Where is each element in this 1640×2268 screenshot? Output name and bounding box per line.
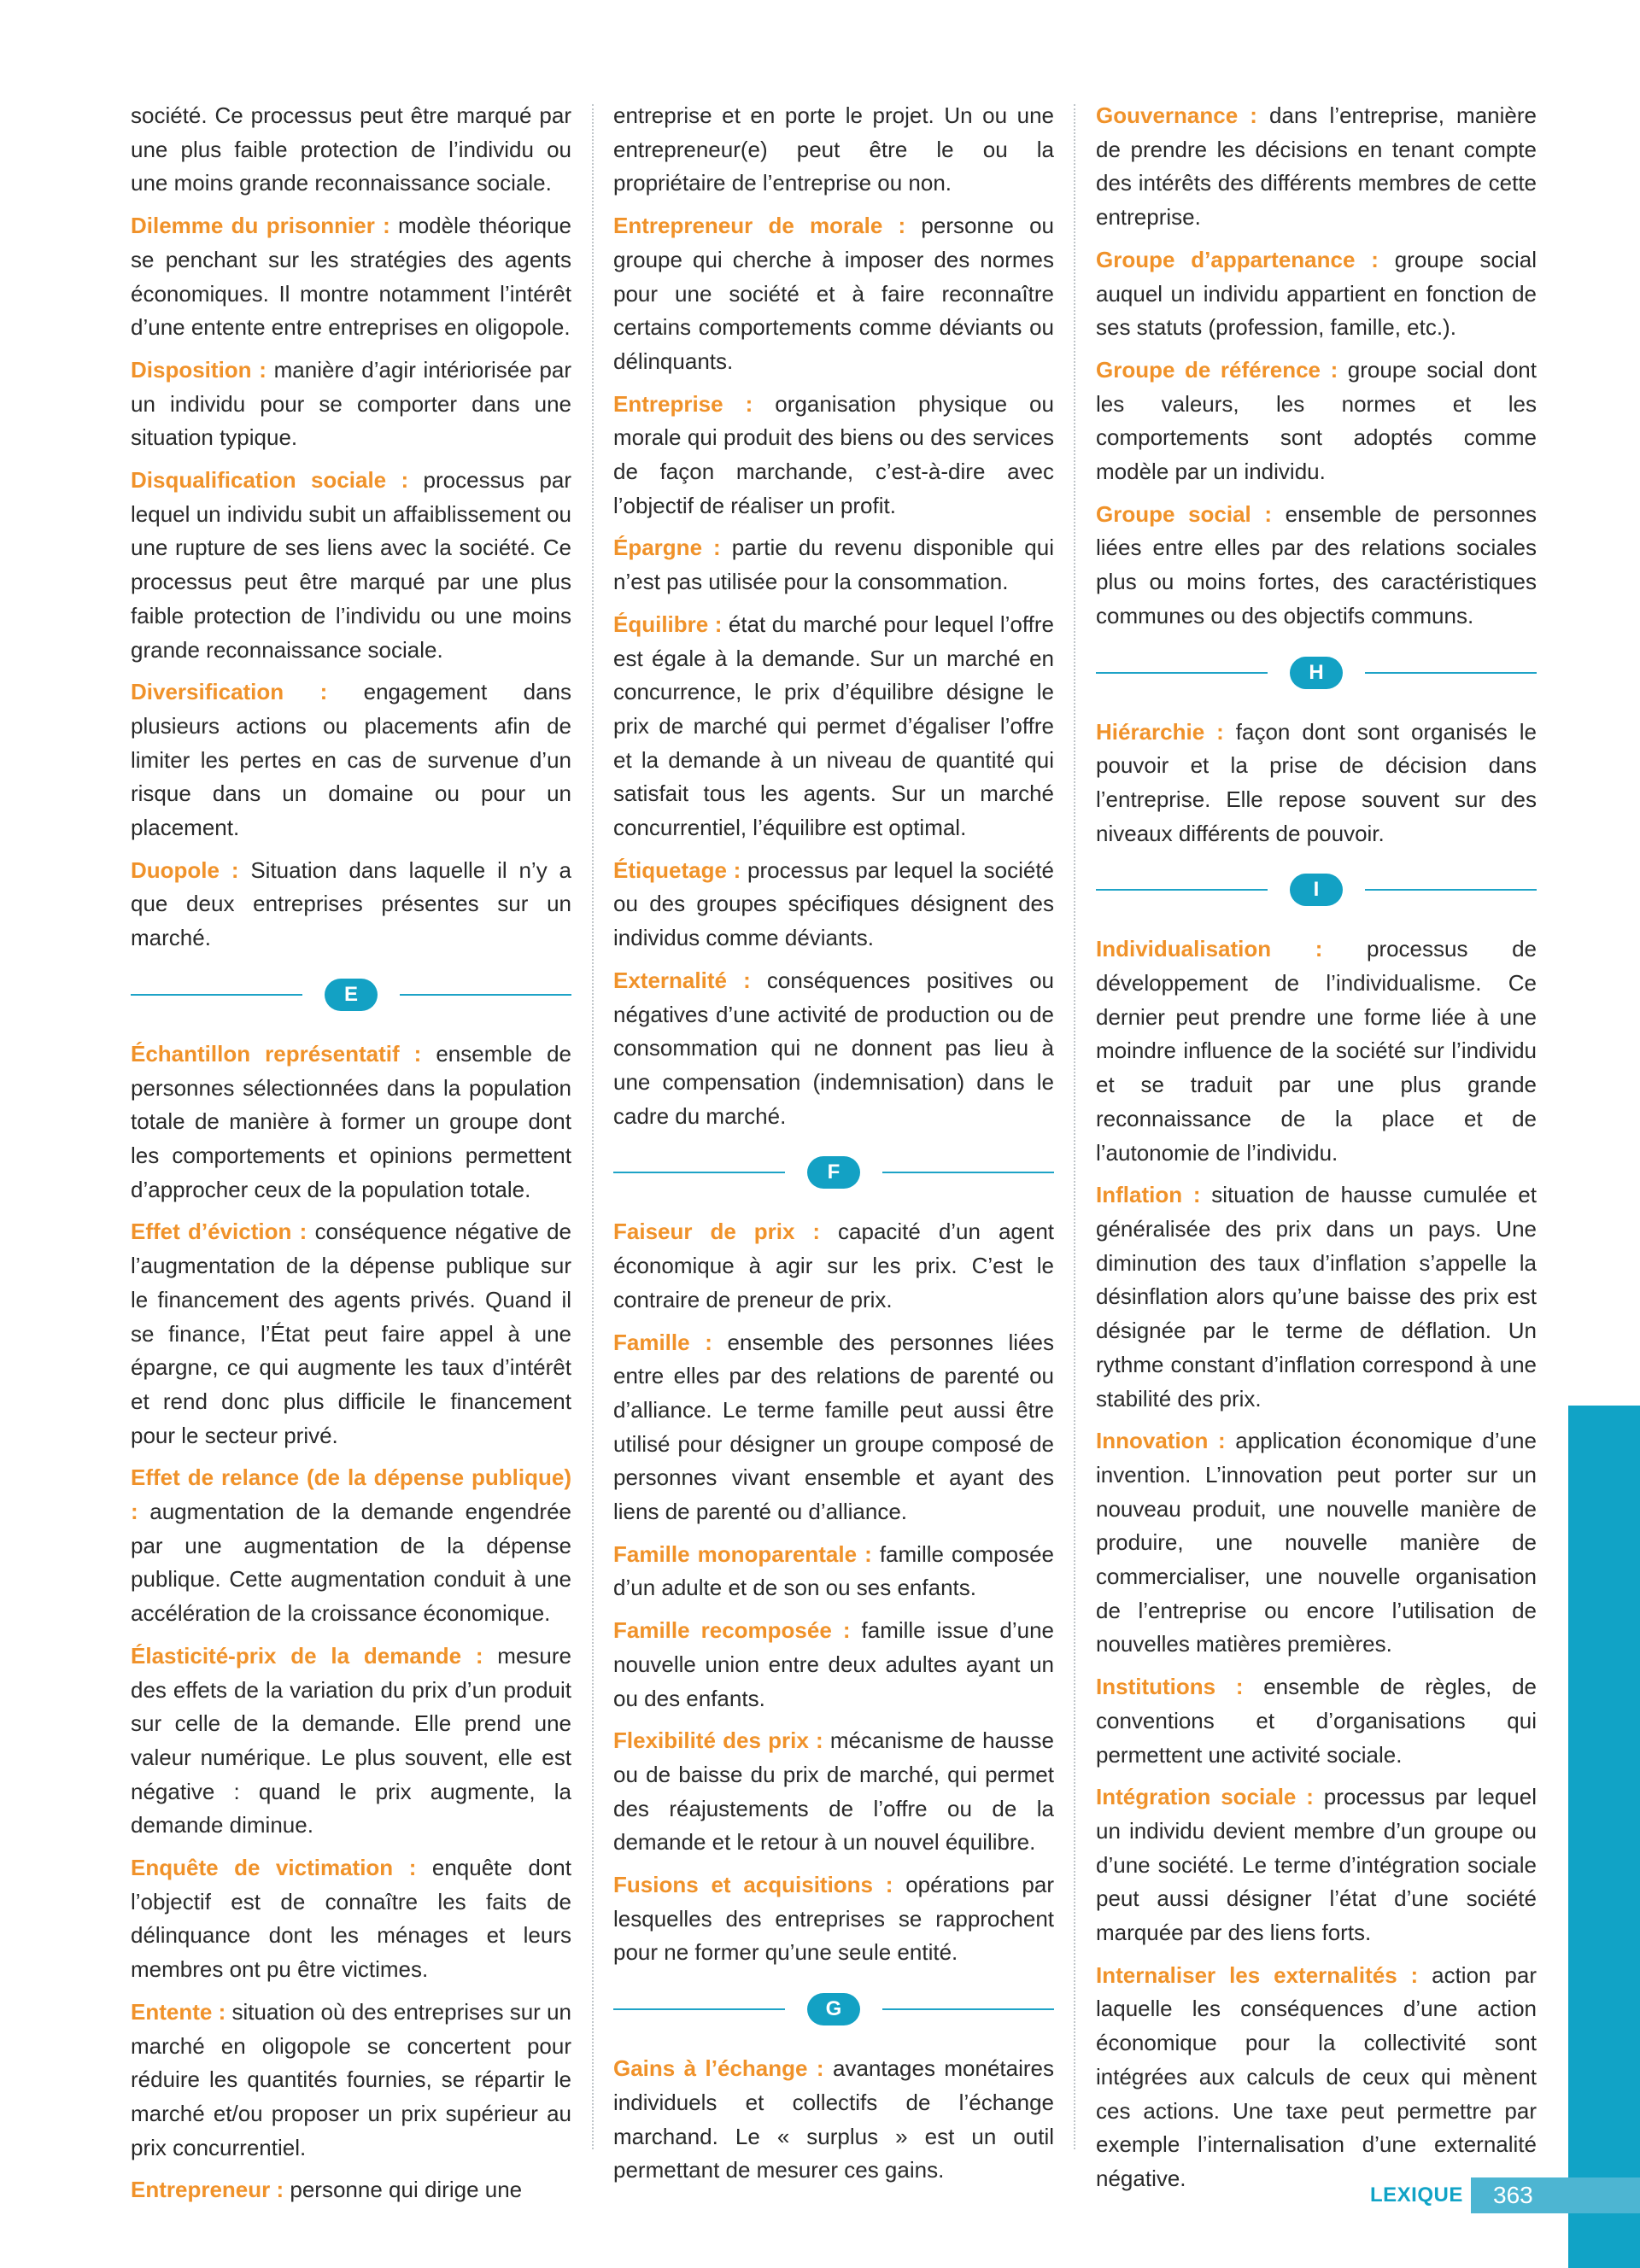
glossary-definition: avantages monétaires individuels et collectifs de l’échange marchand. Le « surplus » est un outil permettant de mesurer ces gains. — [613, 2055, 1054, 2183]
glossary-definition: Situation dans laquelle il n’y a que deux entreprises présentes sur un marché. — [131, 856, 572, 951]
glossary-definition: famille issue d’une nouvelle union entre deux adultes ayant un ou des enfants. — [613, 1617, 1054, 1711]
glossary-definition: modèle théorique se penchant sur les stratégies des agents économiques. Il montre notamment l’intérêt d’une entente entre entreprises en oligopole. — [131, 213, 572, 341]
glossary-definition: mesure des effets de la variation du prix d’un produit sur celle de la demande. Elle prend une valeur numérique. Le plus souvent, elle est négative : quand le prix augmente, la demande diminue. — [131, 1642, 572, 1838]
glossary-definition: application économique d’une invention. L’innovation peut porter sur un nouveau produit, une nouvelle manière de produire, une nouvelle manière de commercialiser, une nouvelle organisation de l’entreprise ou encore l’utilisation de nouvelles matières premières. — [1096, 1428, 1537, 1657]
glossary-term: Entrepreneur de morale : — [613, 213, 906, 239]
glossary-definition: groupe social auquel un individu appartient en fonction de ses statuts (profession, famille, etc.). — [1096, 246, 1537, 341]
glossary-term: Diversification : — [131, 679, 328, 705]
glossary-entry — [613, 854, 1054, 956]
glossary-term: Gouvernance : — [1096, 102, 1257, 128]
glossary-definition: organisation physique ou morale qui produit des biens ou des services de façon marchande, c’est-à-dire avec l’objectif de réaliser un profit. — [613, 390, 1054, 518]
glossary-definition: entreprise et en porte le projet. Un ou une entrepreneur(e) peut être le ou la propriétaire de l’entreprise ou non. — [613, 102, 1054, 196]
letter-badge-label: I — [1290, 874, 1343, 906]
glossary-term: Externalité : — [613, 967, 751, 993]
glossary-term: Flexibilité des prix : — [613, 1727, 823, 1754]
glossary-definition: ensemble des personnes liées entre elles par des relations de parenté ou d’alliance. Le terme famille peut aussi être utilisé pour désigner un groupe composé de personnes vivant ensemble et ayant des liens de parenté ou d’alliance. — [613, 1329, 1054, 1525]
letter-badge — [785, 1155, 882, 1190]
glossary-definition: engagement dans plusieurs actions ou placements afin de limiter les pertes en cas de survenue d’un risque dans un domaine ou pour un placement. — [131, 679, 571, 841]
letter-divider — [131, 978, 571, 1012]
glossary-term: Épargne : — [613, 535, 721, 561]
glossary-term: Échantillon représentatif : — [131, 1040, 422, 1067]
glossary-definition: situation de hausse cumulée et généralisée des prix dans un pays. Une diminution des taux d’inflation s’appelle la désinflation alors qu’une baisse des prix est désignée par le terme de déflation. Un rythme constant d’inflation correspond à une stabilité des prix. — [1096, 1182, 1537, 1412]
glossary-term: Groupe de référence : — [1096, 356, 1338, 383]
glossary-entry — [131, 2173, 571, 2207]
glossary-entry — [613, 1326, 1054, 1529]
glossary-entry — [1096, 99, 1537, 235]
letter-badge — [302, 978, 400, 1012]
glossary-definition: famille composée d’un adulte et de son ou ses enfants. — [613, 1540, 1054, 1601]
letter-divider — [613, 1155, 1054, 1190]
glossary-entry — [613, 1724, 1054, 1860]
glossary-definition: conséquences positives ou négatives d’une activité de production ou de consommation qui ne donnent pas lieu à une compensation (indemnisation) dans le cadre du marché. — [613, 967, 1054, 1129]
glossary-definition: situation où des entreprises sur un marché en oligopole se concertent pour réduire les quantités fournies, se répartir le marché et/ou proposer un prix supérieur au prix concurrentiel. — [131, 1998, 571, 2160]
glossary-entry — [613, 1614, 1054, 1716]
letter-badge — [785, 1992, 882, 2026]
glossary-entry — [131, 1038, 571, 1207]
glossary-term: Groupe social : — [1096, 500, 1273, 527]
glossary-term: Effet d’éviction : — [131, 1219, 308, 1245]
glossary-entry — [131, 1996, 571, 2166]
glossary-definition: opérations par lesquelles des entreprises se rapprochent pour ne former qu’une seule entité. — [613, 1872, 1054, 1966]
glossary-term: Entente : — [131, 1998, 226, 2025]
glossary-definition: augmentation de la demande engendrée par une augmentation de la dépense publique. Cette augmentation conduit à une accélération de la croissance économique. — [131, 1499, 571, 1627]
glossary-definition: enquête dont l’objectif est de connaître les faits de délinquance dont les ménages et leurs membres ont pu être victimes. — [131, 1855, 571, 1983]
glossary-entry — [1096, 932, 1537, 1170]
glossary-definition: action par laquelle les conséquences d’une action économique pour la collectivité sont intégrées aux calculs de ceux qui mènent ces actions. Une taxe peut permettre par exemple l’internalisation d’une externalité négative. — [1096, 1961, 1537, 2191]
letter-badge-label: H — [1290, 657, 1343, 689]
glossary-definition: processus par lequel un individu subit un affaiblissement ou une rupture de ses liens avec la société. Ce processus peut être marqué par une plus faible protection de l’individu ou une moins grande reconnaissance sociale. — [131, 467, 571, 663]
glossary-entry — [1096, 1959, 1537, 2196]
glossary-entry — [1096, 498, 1537, 634]
glossary-entry — [131, 209, 571, 345]
glossary-definition: mécanisme de hausse ou de baisse du prix de marché, qui permet des réajustements de l’offre ou de la demande et le retour à un nouvel équilibre. — [613, 1727, 1054, 1856]
glossary-term: Entreprise : — [613, 390, 753, 417]
glossary-term: Famille : — [613, 1329, 712, 1355]
glossary-entry — [613, 388, 1054, 523]
glossary-entry — [131, 1851, 571, 1987]
glossary-term: Groupe d’appartenance : — [1096, 246, 1379, 272]
glossary-term: Faiseur de prix : — [613, 1219, 821, 1245]
glossary-entry — [131, 464, 571, 667]
glossary-column-1 — [131, 99, 571, 2216]
glossary-entry — [131, 854, 571, 956]
glossary-term: Duopole : — [131, 856, 239, 883]
glossary-term: Individualisation : — [1096, 936, 1323, 962]
glossary-entry — [131, 1461, 571, 1631]
glossary-term: Gains à l’échange : — [613, 2055, 824, 2082]
glossary-column-2 — [613, 99, 1054, 2196]
glossary-term: Fusions et acquisitions : — [613, 1872, 893, 1898]
glossary-entry — [613, 964, 1054, 1134]
letter-badge — [1268, 656, 1365, 690]
glossary-definition: état du marché pour lequel l’offre est égale à la demande. Sur un marché en concurrence, le prix d’équilibre désigne le prix de marché qui permet d’égaliser l’offre et la demande à un niveau de quantité qui satisfait tous les agents. Sur un marché concurrentiel, l’équilibre est optimal. — [613, 611, 1054, 841]
glossary-column-3 — [1096, 99, 1537, 2205]
glossary-definition: partie du revenu disponible qui n’est pas utilisée pour la consommation. — [613, 535, 1054, 595]
glossary-term: Enquête de victimation : — [131, 1855, 417, 1881]
glossary-term: Institutions : — [1096, 1674, 1244, 1700]
letter-divider — [613, 1992, 1054, 2026]
glossary-definition: ensemble de personnes sélectionnées dans la population totale de manière à former un groupe dont les comportements et opinions permettent d’approcher ceux de la population totale. — [131, 1040, 571, 1202]
glossary-term: Disqualification sociale : — [131, 467, 409, 494]
glossary-term: Inflation : — [1096, 1182, 1201, 1208]
side-tab-bar — [1568, 1406, 1640, 2268]
glossary-definition: conséquence négative de l’augmentation de la dépense publique sur le financement des agents privés. Quand il se finance, l’État peut faire appel à une épargne, ce qui augmente les taux d’intérêt et rend donc plus difficile le financement pour le secteur privé. — [131, 1219, 571, 1448]
glossary-entry — [613, 209, 1054, 379]
glossary-term: Entrepreneur : — [131, 2177, 284, 2203]
glossary-term: Équilibre : — [613, 611, 723, 637]
glossary-term: Élasticité-prix de la demande : — [131, 1642, 483, 1669]
glossary-entry — [131, 354, 571, 455]
glossary-definition: personne qui dirige une — [284, 2177, 523, 2203]
glossary-term: Intégration sociale : — [1096, 1784, 1314, 1810]
glossary-entry — [1096, 1780, 1537, 1950]
column-separator — [592, 104, 594, 2149]
glossary-term: Dilemme du prisonnier : — [131, 213, 390, 239]
glossary-term: Effet de relance (de la dépense publique) : — [131, 1464, 571, 1525]
glossary-entry — [1096, 1424, 1537, 1662]
glossary-entry — [1096, 1178, 1537, 1416]
glossary-definition: façon dont sont organisés le pouvoir et la prise de décision dans l’entreprise. Elle repose souvent sur des niveaux différents de pouvoir. — [1096, 718, 1537, 846]
letter-badge-label: E — [325, 979, 378, 1011]
letter-divider — [1096, 656, 1537, 690]
letter-badge — [1268, 873, 1365, 907]
glossary-entry — [613, 2052, 1054, 2188]
glossary-entry — [613, 1538, 1054, 1605]
letter-divider — [1096, 873, 1537, 907]
glossary-definition: processus par lequel la société ou des groupes spécifiques désignent des individus comme déviants. — [613, 856, 1054, 951]
page-number-box — [1471, 2177, 1640, 2213]
glossary-entry — [613, 99, 1054, 201]
glossary-entry — [1096, 1670, 1537, 1772]
letter-badge-label: F — [807, 1156, 860, 1189]
section-label: LEXIQUE — [1370, 2183, 1463, 2207]
glossary-term: Famille recomposée : — [613, 1617, 851, 1644]
glossary-term: Hiérarchie : — [1096, 718, 1224, 745]
glossary-entry — [1096, 354, 1537, 489]
glossary-definition: ensemble de personnes liées entre elles par des relations sociales plus ou moins fortes, des caractéristiques communes ou des objectifs communs. — [1096, 500, 1537, 628]
glossary-definition: capacité d’un agent économique à agir sur les prix. C’est le contraire de preneur de prix. — [613, 1219, 1055, 1312]
glossary-entry — [131, 1640, 571, 1843]
glossary-entry — [131, 1215, 571, 1453]
column-separator — [1074, 104, 1075, 2149]
glossary-term: Internaliser les externalités : — [1096, 1961, 1419, 1988]
glossary-term: Innovation : — [1096, 1428, 1226, 1454]
glossary-definition: dans l’entreprise, manière de prendre les décisions en tenant compte des intérêts des différents membres de cette entreprise. — [1096, 102, 1537, 231]
glossary-definition: processus par lequel un individu devient membre d’un groupe ou d’une société. Le terme d’intégration sociale peut aussi désigner l’état d’une société marquée par des liens forts. — [1096, 1784, 1537, 1946]
glossary-term: Famille monoparentale : — [613, 1540, 872, 1567]
glossary-definition: société. Ce processus peut être marqué par une plus faible protection de l’individu ou une moins grande reconnaissance sociale. — [131, 102, 571, 196]
glossary-entry — [613, 1215, 1054, 1317]
glossary-entry — [1096, 716, 1537, 851]
glossary-definition: ensemble de règles, de conventions et d’organisations qui permettent une activité sociale. — [1096, 1674, 1537, 1768]
glossary-definition: groupe social dont les valeurs, les normes et les comportements sont adoptés comme modèle par un individu. — [1096, 356, 1537, 485]
letter-badge-label: G — [807, 1993, 860, 2025]
glossary-entry — [613, 1868, 1054, 1970]
glossary-definition: manière d’agir intériorisée par un individu pour se comporter dans une situation typique. — [131, 356, 571, 451]
glossary-entry — [1096, 243, 1537, 345]
glossary-entry — [613, 531, 1054, 599]
glossary-entry — [613, 608, 1054, 845]
glossary-term: Étiquetage : — [613, 856, 741, 883]
glossary-definition: personne ou groupe qui cherche à imposer des normes pour une société et à faire reconnaître certains comportements comme déviants ou délinquants. — [613, 213, 1054, 374]
glossary-term: Disposition : — [131, 356, 266, 383]
page-number: 363 — [1493, 2182, 1533, 2208]
glossary-entry — [131, 99, 571, 201]
glossary-entry — [131, 675, 571, 845]
glossary-definition: processus de développement de l’individualisme. Ce dernier peut prendre une forme liée à une moindre influence de la société sur l’individu et se traduit par une plus grande reconnaissance de la place et de l’autonomie de l’individu. — [1096, 936, 1537, 1166]
